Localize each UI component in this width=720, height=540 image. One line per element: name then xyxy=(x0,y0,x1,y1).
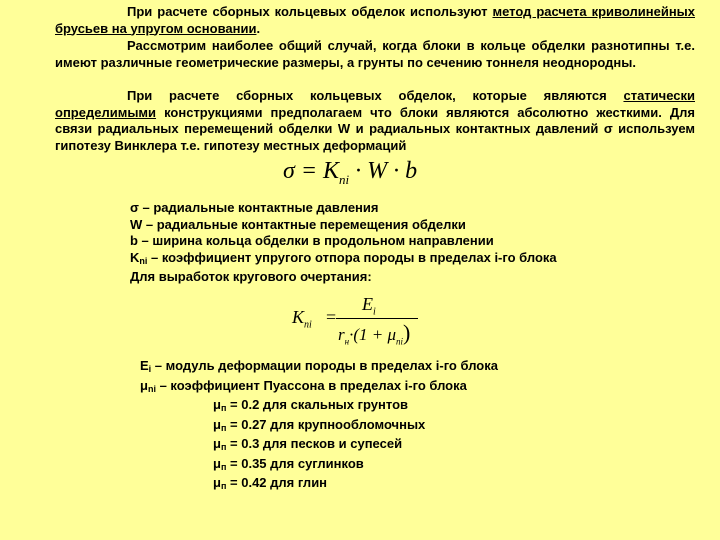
definition-mu: μni – коэффициент Пуассона в пределах i-го блока xyxy=(140,377,467,394)
definition-sigma: σ – радиальные контактные давления xyxy=(130,200,379,215)
paragraph-1: При расчете сборных кольцевых обделок используют метод расчета криволинейных брусьев на упругом основании. xyxy=(55,4,695,36)
definition-b: b – ширина кольца обделки в продольном направлении xyxy=(130,233,494,248)
definition-e: Ei – модуль деформации породы в пределах i-го блока xyxy=(140,358,498,374)
mu-value-coarse: μп = 0.27 для крупнообломочных xyxy=(213,416,426,433)
paragraph-3-text: При расчете сборных кольцевых обделок, которые являются xyxy=(127,88,624,103)
paragraph-1-text: При расчете сборных кольцевых обделок используют xyxy=(127,4,493,19)
statically-determinate-underlined: статически определимыми xyxy=(55,88,695,120)
material-definitions xyxy=(140,358,498,495)
mu-value-loam: μп = 0.35 для суглинков xyxy=(213,455,364,472)
definition-circular: Для выработок кругового очертания: xyxy=(130,269,372,284)
definitions-list xyxy=(130,200,557,286)
mu-value-sand: μп = 0.3 для песков и супесей xyxy=(213,436,403,452)
paragraph-2 xyxy=(55,38,695,71)
paragraph-2-text: Рассмотрим наиболее общий случай, когда блоки в кольце обделки разнотипны т.е. имеют различные геометрические размеры, а грунты по сечению тоннеля неоднородны. xyxy=(55,38,695,70)
mu-value-clay: μп = 0.42 для глин xyxy=(213,475,328,491)
method-underlined: метод расчета криволинейных брусьев на упругом основании xyxy=(55,4,695,36)
paragraph-3: При расчете сборных кольцевых обделок, которые являются статически определимыми конструкциями предполагаем что блоки являются абсолютно жесткими. Для связи радиальных перемещений обделки W и радиальных контактных давлений σ используем гипотезу Винклера т.е. гипотезу местных деформаций xyxy=(55,88,695,153)
formula-k-coefficient: $K_{ni}$ = $E_i$ $r_н\cdot(1 + \mu_{ni})$ xyxy=(292,290,422,346)
fraction-bar xyxy=(336,318,418,319)
formula-winkler: $\sigma = K_{ni} \cdot W \cdot b$ xyxy=(283,158,418,187)
mu-value-rock: μп = 0.2 для скальных грунтов xyxy=(213,397,409,413)
definition-k: Kni – коэффициент упругого отпора породы в пределах i-го блока xyxy=(130,249,557,266)
definition-w: W – радиальные контактные перемещения обделки xyxy=(130,216,466,232)
